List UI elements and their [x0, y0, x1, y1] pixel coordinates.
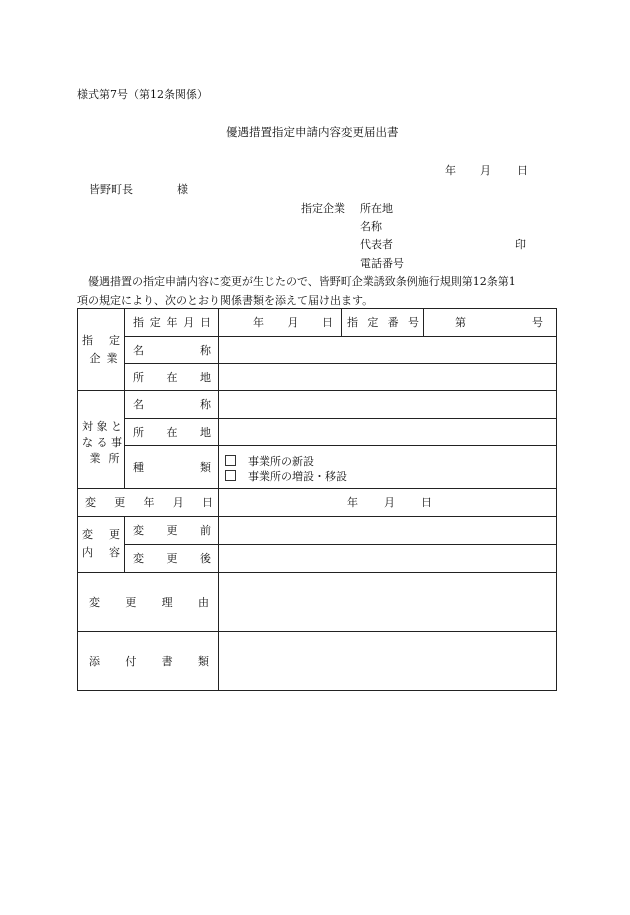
- change-reason-label: 変 更 理 由: [89, 595, 209, 609]
- target-name-field[interactable]: [219, 391, 556, 418]
- body-text-line2: 項の規定により、次のとおり関係書類を添えて届け出ます。: [77, 294, 374, 307]
- option-expand-relocate[interactable]: 事業所の増設・移設: [225, 469, 347, 484]
- after-change-label: 変 更 後: [133, 552, 211, 565]
- before-change-field[interactable]: [219, 517, 556, 544]
- target-type-label: 種 類: [133, 460, 211, 474]
- designation-number-label: 指 定 番 号: [347, 316, 419, 329]
- group-change-content: 変 更 内 容: [82, 528, 120, 559]
- target-type-options: [225, 454, 347, 484]
- attachments-label: 添 付 書 類: [89, 654, 209, 668]
- change-reason-field[interactable]: [219, 573, 556, 631]
- group-target-office: 対 象 と な る 事 業 所: [82, 420, 122, 465]
- target-name-label: 名 称: [133, 398, 211, 411]
- applicant-phone-label: 電話番号: [360, 257, 404, 270]
- group-designated-company: 指 定 企 業: [82, 334, 120, 365]
- change-date-label: 変 更 年 月 日: [85, 496, 213, 509]
- body-text-line1: 優遇措置の指定申請内容に変更が生じたので、皆野町企業誘致条例施行規則第12条第1: [88, 275, 516, 288]
- company-name-field[interactable]: [219, 337, 556, 363]
- designation-date-label: 指 定 年 月 日: [133, 316, 211, 329]
- addressee: 皆野町長 様: [89, 183, 188, 196]
- company-address-label: 所 在 地: [133, 370, 211, 384]
- target-address-field[interactable]: [219, 419, 556, 445]
- checkbox-expand-relocate[interactable]: [225, 470, 236, 481]
- form-table: [77, 308, 557, 691]
- attachments-field[interactable]: [219, 632, 556, 690]
- option-new-office[interactable]: 事業所の新設: [225, 454, 347, 469]
- seal-mark: 印: [515, 238, 526, 251]
- designation-date-value[interactable]: 年 月 日: [253, 316, 333, 329]
- change-date-value[interactable]: 年 月 日: [347, 496, 432, 509]
- applicant-group-label: 指定企業: [301, 202, 345, 215]
- submission-date: 年 月 日: [445, 164, 528, 177]
- applicant-address-label: 所在地: [360, 202, 393, 215]
- checkbox-new-office[interactable]: [225, 455, 236, 466]
- before-change-label: 変 更 前: [133, 524, 211, 537]
- company-name-label: 名 称: [133, 343, 211, 357]
- applicant-name-label: 名称: [360, 220, 382, 233]
- company-address-field[interactable]: [219, 364, 556, 390]
- applicant-representative-label: 代表者: [360, 238, 393, 251]
- designation-number-value[interactable]: 第 号: [455, 316, 543, 329]
- form-number: 様式第7号（第12条関係）: [77, 88, 208, 101]
- target-address-label: 所 在 地: [133, 425, 211, 439]
- after-change-field[interactable]: [219, 545, 556, 572]
- page-title: 優遇措置指定申請内容変更届出書: [226, 125, 399, 139]
